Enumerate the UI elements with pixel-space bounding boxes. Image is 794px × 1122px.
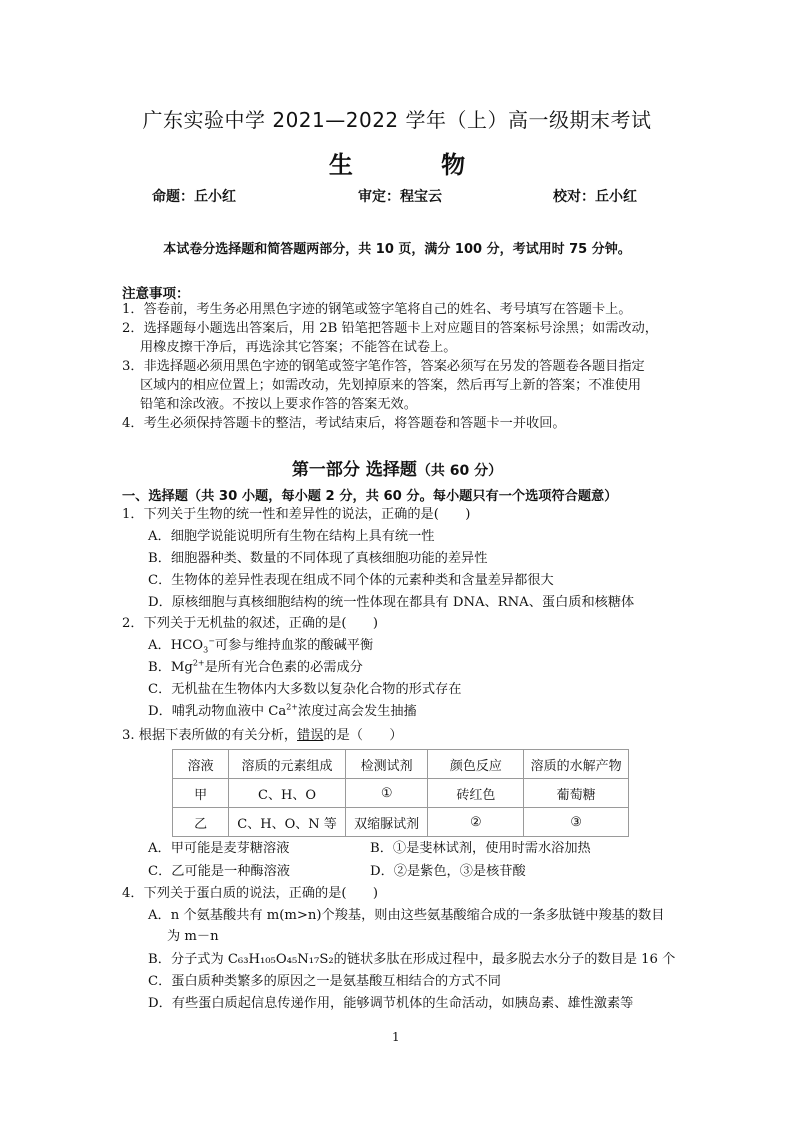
table-cell: C、H、O <box>229 779 346 808</box>
q1-option-b: B．细胞器种类、数量的不同体现了真核细胞功能的差异性 <box>148 551 488 566</box>
table-cell: 葡萄糖 <box>524 779 629 808</box>
table-cell: ① <box>345 779 428 808</box>
q4-option-d: D．有些蛋白质起信息传递作用，能够调节机体的生命活动，如胰岛素、雄性激素等 <box>148 996 634 1011</box>
q2-b-prefix: B．Mg <box>148 660 193 675</box>
table-header-cell: 溶质的水解产物 <box>524 750 629 779</box>
q3-option-d: D．②是紫色，③是核苷酸 <box>370 864 526 879</box>
page-number: 1 <box>392 1030 400 1044</box>
section-one-heading: 一、选择题（共 30 小题，每小题 2 分，共 60 分。每小题只有一个选项符合题意） <box>122 489 618 504</box>
q2-stem: 2．下列关于无机盐的叙述，正确的是( ) <box>122 616 379 631</box>
q4-option-b: B．分子式为 C₆₃H₁₀₅O₄₅N₁₇S₂的链状多肽在形成过程中，最多脱去水分子的数目是 16 个 <box>148 952 676 967</box>
table-cell: 砖红色 <box>428 779 524 808</box>
q2-option-a <box>148 636 373 656</box>
table-header-cell: 检测试剂 <box>345 750 428 779</box>
table-cell: 双缩脲试剂 <box>345 808 428 837</box>
q2-option-c: C．无机盐在生物体内大多数以复杂化合物的形式存在 <box>148 682 462 697</box>
q2-a-subscript: 3 <box>203 645 209 655</box>
q2-b-superscript: 2+ <box>192 658 205 668</box>
q2-a-superscript: − <box>208 636 215 646</box>
note-line-3: 用橡皮擦干净后，再选涂其它答案；不能答在试卷上。 <box>140 340 457 355</box>
reviewer-credit: 审定：程宝云 <box>358 189 442 205</box>
q1-option-a: A．细胞学说能说明所有生物在结构上具有统一性 <box>148 529 435 544</box>
q3-stem-prefix: 3. 根据下表所做的有关分析， <box>122 728 298 743</box>
proofreader-credit: 校对：丘小红 <box>553 189 637 205</box>
note-line-7: 4．考生必须保持答题卡的整洁，考试结束后，将答题卷和答题卡一并收回。 <box>122 416 566 431</box>
q2-option-b <box>148 658 363 678</box>
note-line-6: 铅笔和涂改液。不按以上要求作答的答案无效。 <box>140 397 417 412</box>
q2-a-text: 可参与维持血浆的酸碱平衡 <box>214 638 374 653</box>
part-one-heading <box>0 455 794 480</box>
q3-stem <box>122 726 403 746</box>
exam-title: 广东实验中学 2021—2022 学年（上）高一级期末考试 <box>142 108 652 132</box>
table-row <box>173 808 629 837</box>
q3-stem-suffix: 的是（ ） <box>323 728 403 743</box>
q2-d-prefix: D．哺乳动物血液中 Ca <box>148 704 287 719</box>
q4-stem: 4．下列关于蛋白质的说法，正确的是( ) <box>122 886 379 901</box>
table-cell: 甲 <box>173 779 229 808</box>
notes-title: 注意事项： <box>122 286 190 302</box>
note-line-4: 3．非选择题必须用黑色字迹的钢笔或签字笔作答，答案必须写在另发的答题卷各题目指定 <box>122 359 645 374</box>
part-one-points: （共 60 分） <box>416 463 503 479</box>
q2-d-text: 浓度过高会发生抽搐 <box>298 704 417 719</box>
table-cell: ② <box>428 808 524 837</box>
table-row <box>173 779 629 808</box>
q1-option-c: C．生物体的差异性表现在组成不同个体的元素种类和含量差异都很大 <box>148 573 554 588</box>
proposer-credit: 命题：丘小红 <box>152 189 236 205</box>
q3-option-c: C．乙可能是一种酶溶液 <box>148 864 290 879</box>
table-header-cell: 溶液 <box>173 750 229 779</box>
note-line-1: 1．答卷前，考生务必用黑色字迹的钢笔或签字笔将自己的姓名、考号填写在答题卡上。 <box>122 302 632 317</box>
part-one-title: 第一部分 选择题 <box>291 460 417 480</box>
subject-title: 生 物 <box>328 151 492 179</box>
q3-option-a: A．甲可能是麦芽糖溶液 <box>148 841 290 856</box>
q3-table <box>172 749 629 837</box>
exam-intro: 本试卷分选择题和简答题两部分，共 10 页，满分 100 分，考试用时 75 分钟。 <box>163 242 631 257</box>
table-cell: C、H、O、N 等 <box>229 808 346 837</box>
q2-b-text: 是所有光合色素的必需成分 <box>204 660 363 675</box>
q2-option-d <box>148 702 417 722</box>
q1-option-d: D．原核细胞与真核细胞结构的统一性体现在都具有 DNA、RNA、蛋白质和核糖体 <box>148 595 635 610</box>
q2-d-superscript: 2+ <box>286 702 299 712</box>
table-header-cell: 溶质的元素组成 <box>229 750 346 779</box>
table-cell: ③ <box>524 808 629 837</box>
table-header-cell: 颜色反应 <box>428 750 524 779</box>
q2-a-prefix: A．HCO <box>148 638 204 653</box>
table-header-row <box>173 750 629 779</box>
q3-stem-emphasis: 错误 <box>297 728 324 743</box>
q3-option-b: B．①是斐林试剂，使用时需水浴加热 <box>370 841 591 856</box>
q4-option-c: C．蛋白质种类繁多的原因之一是氨基酸互相结合的方式不同 <box>148 974 501 989</box>
q1-stem: 1．下列关于生物的统一性和差异性的说法，正确的是( ) <box>122 507 471 522</box>
q4-option-a-line1: A．n 个氨基酸共有 m(m>n)个羧基，则由这些氨基酸缩合成的一条多肽链中羧基的数目 <box>148 908 665 923</box>
note-line-5: 区域内的相应位置上；如需改动，先划掉原来的答案，然后再写上新的答案；不准使用 <box>140 378 642 393</box>
note-line-2: 2．选择题每小题选出答案后，用 2B 铅笔把答题卡上对应题目的答案标号涂黑；如需改动， <box>122 321 658 336</box>
table-cell: 乙 <box>173 808 229 837</box>
q4-option-a-line2: 为 m－n <box>167 929 219 944</box>
